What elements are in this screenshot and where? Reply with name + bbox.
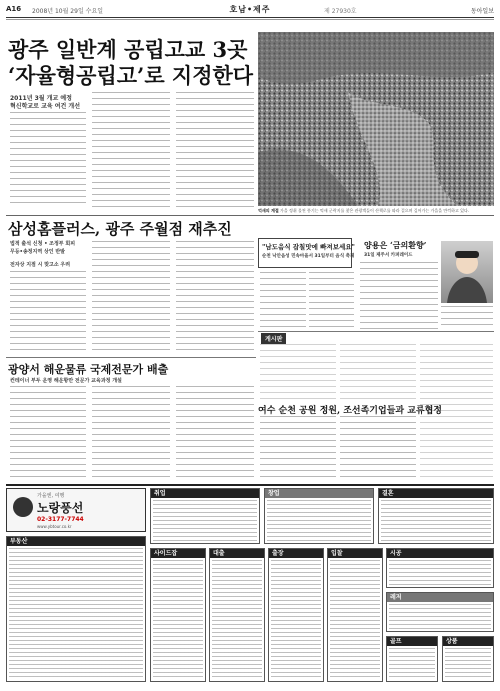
classified-block-5 [150,548,206,682]
article2-subhead-1: 법적 출석 신청 • 조정부 회피 [10,241,76,247]
article2-subhead-3: 전자상 지점 시 맞고소 우려 [10,262,71,268]
balloon-logo-icon [13,497,33,517]
edition-number: 제 27930호 [324,8,357,15]
article3-subtitle: 컨테이너 부두 운영 해운항만 전문가 교육과정 개설 [10,378,122,384]
article3-body-col2 [92,386,170,480]
article4-headline: 여수 순천 공원 정원, 조선족기업들과 교류협정 [258,406,442,416]
classified-block-9 [386,548,494,588]
classified-block-8-header: 입찰 [328,549,382,558]
header-rule [6,17,494,18]
box1-body-col2 [309,272,354,330]
food-festival-title: "남도음식 잡칠맛에 빠져보세요" [262,243,355,251]
article3-body-col1 [10,386,86,480]
classified-ads [6,488,494,684]
classified-block-3-header: 창업 [265,489,373,498]
person-photo-icon [441,241,493,303]
article2-body-col2 [92,241,170,355]
box1-body-col1 [260,272,306,330]
issue-date: 2008년 10월 29일 수요일 [32,8,104,15]
article4-body-col1 [260,416,336,480]
article1-headline-2: ‘자율형공립고’로 지정한다 [8,63,254,88]
article2-headline: 삼성홈플러스, 광주 주월점 재추진 [8,220,232,238]
article3-headline: 광양서 해운물류 국제전문가 배출 [8,363,169,376]
article2-body-col1 [10,271,86,355]
golfer-portrait [441,241,493,303]
travel-ad-phone: 02-3177-7744 [37,516,84,523]
notice-col2 [340,344,416,399]
classified-block-6-header: 대출 [210,549,264,558]
food-festival-subtitle: 순천 낙안읍성 민속마을서 31일부터 음식 축제 [262,254,355,259]
classified-block-11-header: 골프 [387,637,437,646]
classified-block-8 [327,548,383,682]
article2-body-col3 [176,241,254,355]
publisher-name: 동아일보 [470,8,494,15]
yang-yongeun-subtitle: 31일 제주서 카퍼레이드 [364,253,413,258]
article1-subhead-1: 2011년 3월 개교 예정 [10,95,72,102]
classified-block-6 [209,548,265,682]
section-divider-2 [6,357,256,358]
festival-photo [258,32,494,206]
box2-body-col1 [360,262,438,330]
classified-block-7-header: 출장 [269,549,323,558]
page-number: A16 [6,5,22,13]
classified-block-1 [6,536,146,682]
classified-block-9-header: 시공 [387,549,493,558]
article3-body-col3 [176,386,254,480]
article2-subhead-2: 무등•송정지역 상인 반발 [10,249,65,255]
classified-block-4-header: 결혼 [379,489,493,498]
classified-block-11 [386,636,438,682]
section-divider-1 [6,215,494,216]
article1-subhead-2: 혁신학교로 교육 여건 개선 [10,103,81,110]
classified-block-4 [378,488,494,544]
travel-ad-url: www.ybtour.co.kr [37,524,72,529]
classified-block-5-header: 사이드잡 [151,549,205,558]
article1-body-col3 [176,92,254,208]
notice-col1 [260,344,336,399]
classified-block-7 [268,548,324,682]
header-rule-thin [6,19,494,20]
page-header [6,4,494,16]
travel-ad-tagline: 가을엔, 여행 [37,493,65,499]
classified-block-3 [264,488,374,544]
classified-block-2 [150,488,260,544]
classified-block-2-header: 취업 [151,489,259,498]
classified-block-12-header: 상품 [443,637,493,646]
notice-board-label: 게시판 [261,333,286,344]
classified-block-10-header: 레저 [387,593,493,602]
photo-caption-text: 가을 정취 물씬 풍기는 억새 군락지를 찾은 관광객들이 산책로를 따라 걸으며 깊어가는 가을을 만끽하고 있다. [280,208,470,213]
article1-headline-1: 광주 일반계 공립고교 3곳 [8,37,248,62]
travel-ad-name: 노랑풍선 [37,501,84,515]
photo-caption [258,208,494,213]
box2-body-col2 [441,306,493,330]
article4-body-col2 [340,416,416,480]
notice-divider [258,331,494,332]
crowd-photo-image [258,32,494,206]
article1-body-col1 [10,112,86,208]
classified-block-12 [442,636,494,682]
classified-block-1-header: 부동산 [7,537,145,546]
travel-ad[interactable] [6,488,146,532]
article1-body-col2 [92,92,170,208]
photo-caption-title: 억새의 계절 [258,208,279,213]
section-title: 호남•제주 [229,5,271,14]
classified-block-10 [386,592,494,632]
ads-divider [6,484,494,486]
yang-yongeun-title: 양용은 ‘금의환향’ [364,240,427,250]
